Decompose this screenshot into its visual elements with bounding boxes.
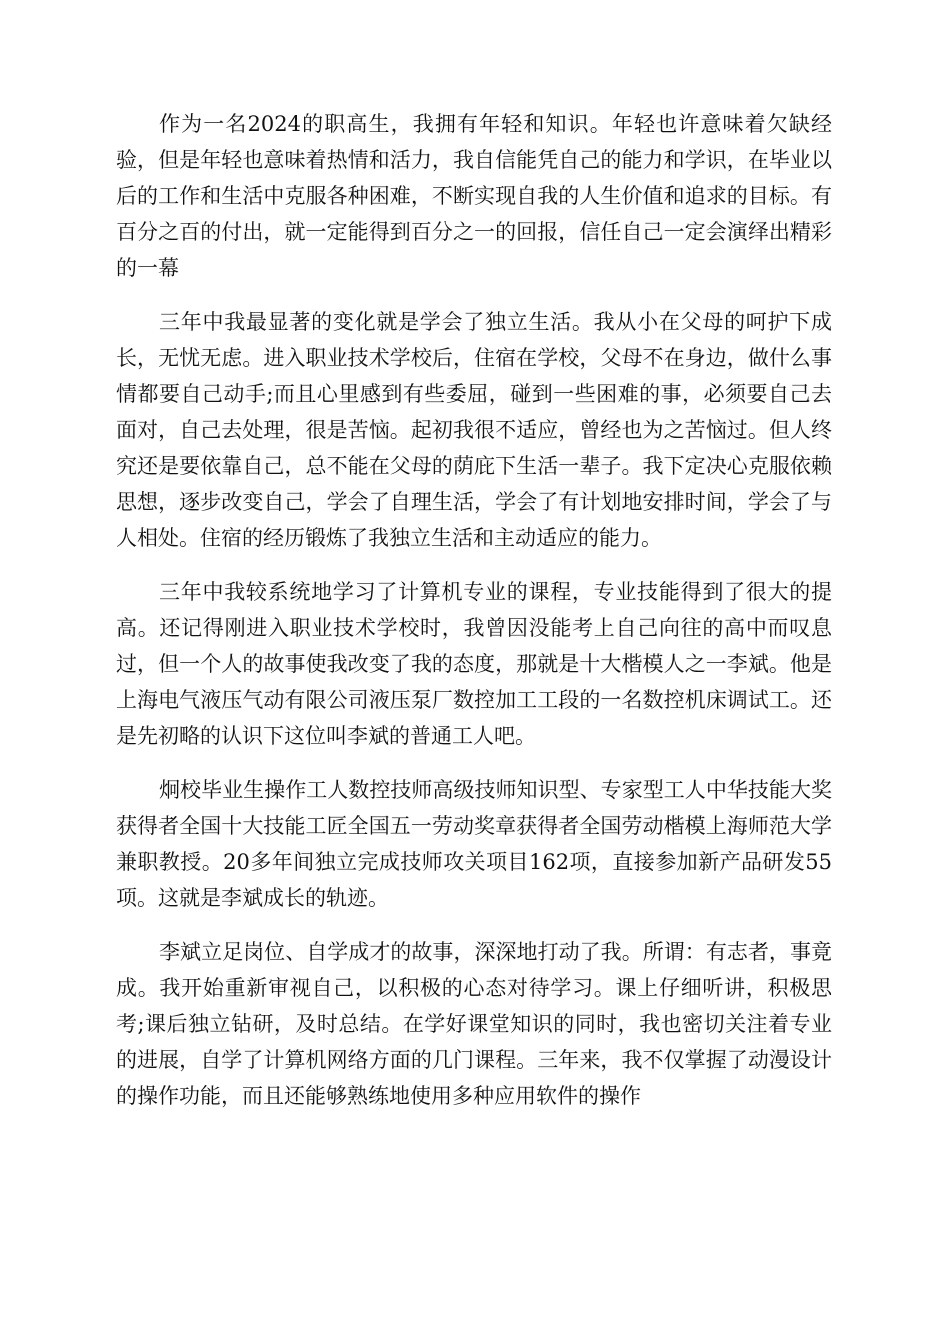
paragraph-2: 三年中我最显著的变化就是学会了独立生活。我从小在父母的呵护下成长，无忧无虑。进入职业技术学校后，住宿在学校，父母不在身边，做什么事情都要自己动手;而且心里感到有些委屈，碰到一些困难的事，必须要自己去面对，自己去处理，很是苦恼。起初我很不适应，曾经也为之苦恼过。但人终究还是要依靠自己，总不能在父母的荫庇下生活一辈子。我下定决心克服依赖思想，逐步改变自己，学会了自理生活，学会了有计划地安排时间，学会了与人相处。住宿的经历锻炼了我独立生活和主动适应的能力。 [116, 310, 832, 550]
paragraph-1: 作为一名2024的职高生，我拥有年轻和知识。年轻也许意味着欠缺经验，但是年轻也意味着热情和活力，我自信能凭自己的能力和学识，在毕业以后的工作和生活中克服各种困难，不断实现自我的人生价值和追求的目标。有百分之百的付出，就一定能得到百分之一的回报，信任自己一定会演绎出精彩的一幕 [116, 112, 832, 280]
paragraph-4: 炯校毕业生操作工人数控技师高级技师知识型、专家型工人中华技能大奖获得者全国十大技能工匠全国五一劳动奖章获得者全国劳动楷模上海师范大学兼职教授。20多年间独立完成技师攻关项目162项，直接参加新产品研发55项。这就是李斌成长的轨迹。 [116, 778, 832, 910]
paragraph-3: 三年中我较系统地学习了计算机专业的课程，专业技能得到了很大的提高。还记得刚进入职业技术学校时，我曾因没能考上自己向往的高中而叹息过，但一个人的故事使我改变了我的态度，那就是十大楷模人之一李斌。他是上海电气液压气动有限公司液压泵厂数控加工工段的一名数控机床调试工。还是先初略的认识下这位叫李斌的普通工人吧。 [116, 580, 832, 748]
paragraph-5: 李斌立足岗位、自学成才的故事，深深地打动了我。所谓：有志者，事竟成。我开始重新审视自己，以积极的心态对待学习。课上仔细听讲，积极思考;课后独立钻研，及时总结。在学好课堂知识的同时，我也密切关注着专业的进展，自学了计算机网络方面的几门课程。三年来，我不仅掌握了动漫设计的操作功能，而且还能够熟练地使用多种应用软件的操作 [116, 940, 832, 1108]
